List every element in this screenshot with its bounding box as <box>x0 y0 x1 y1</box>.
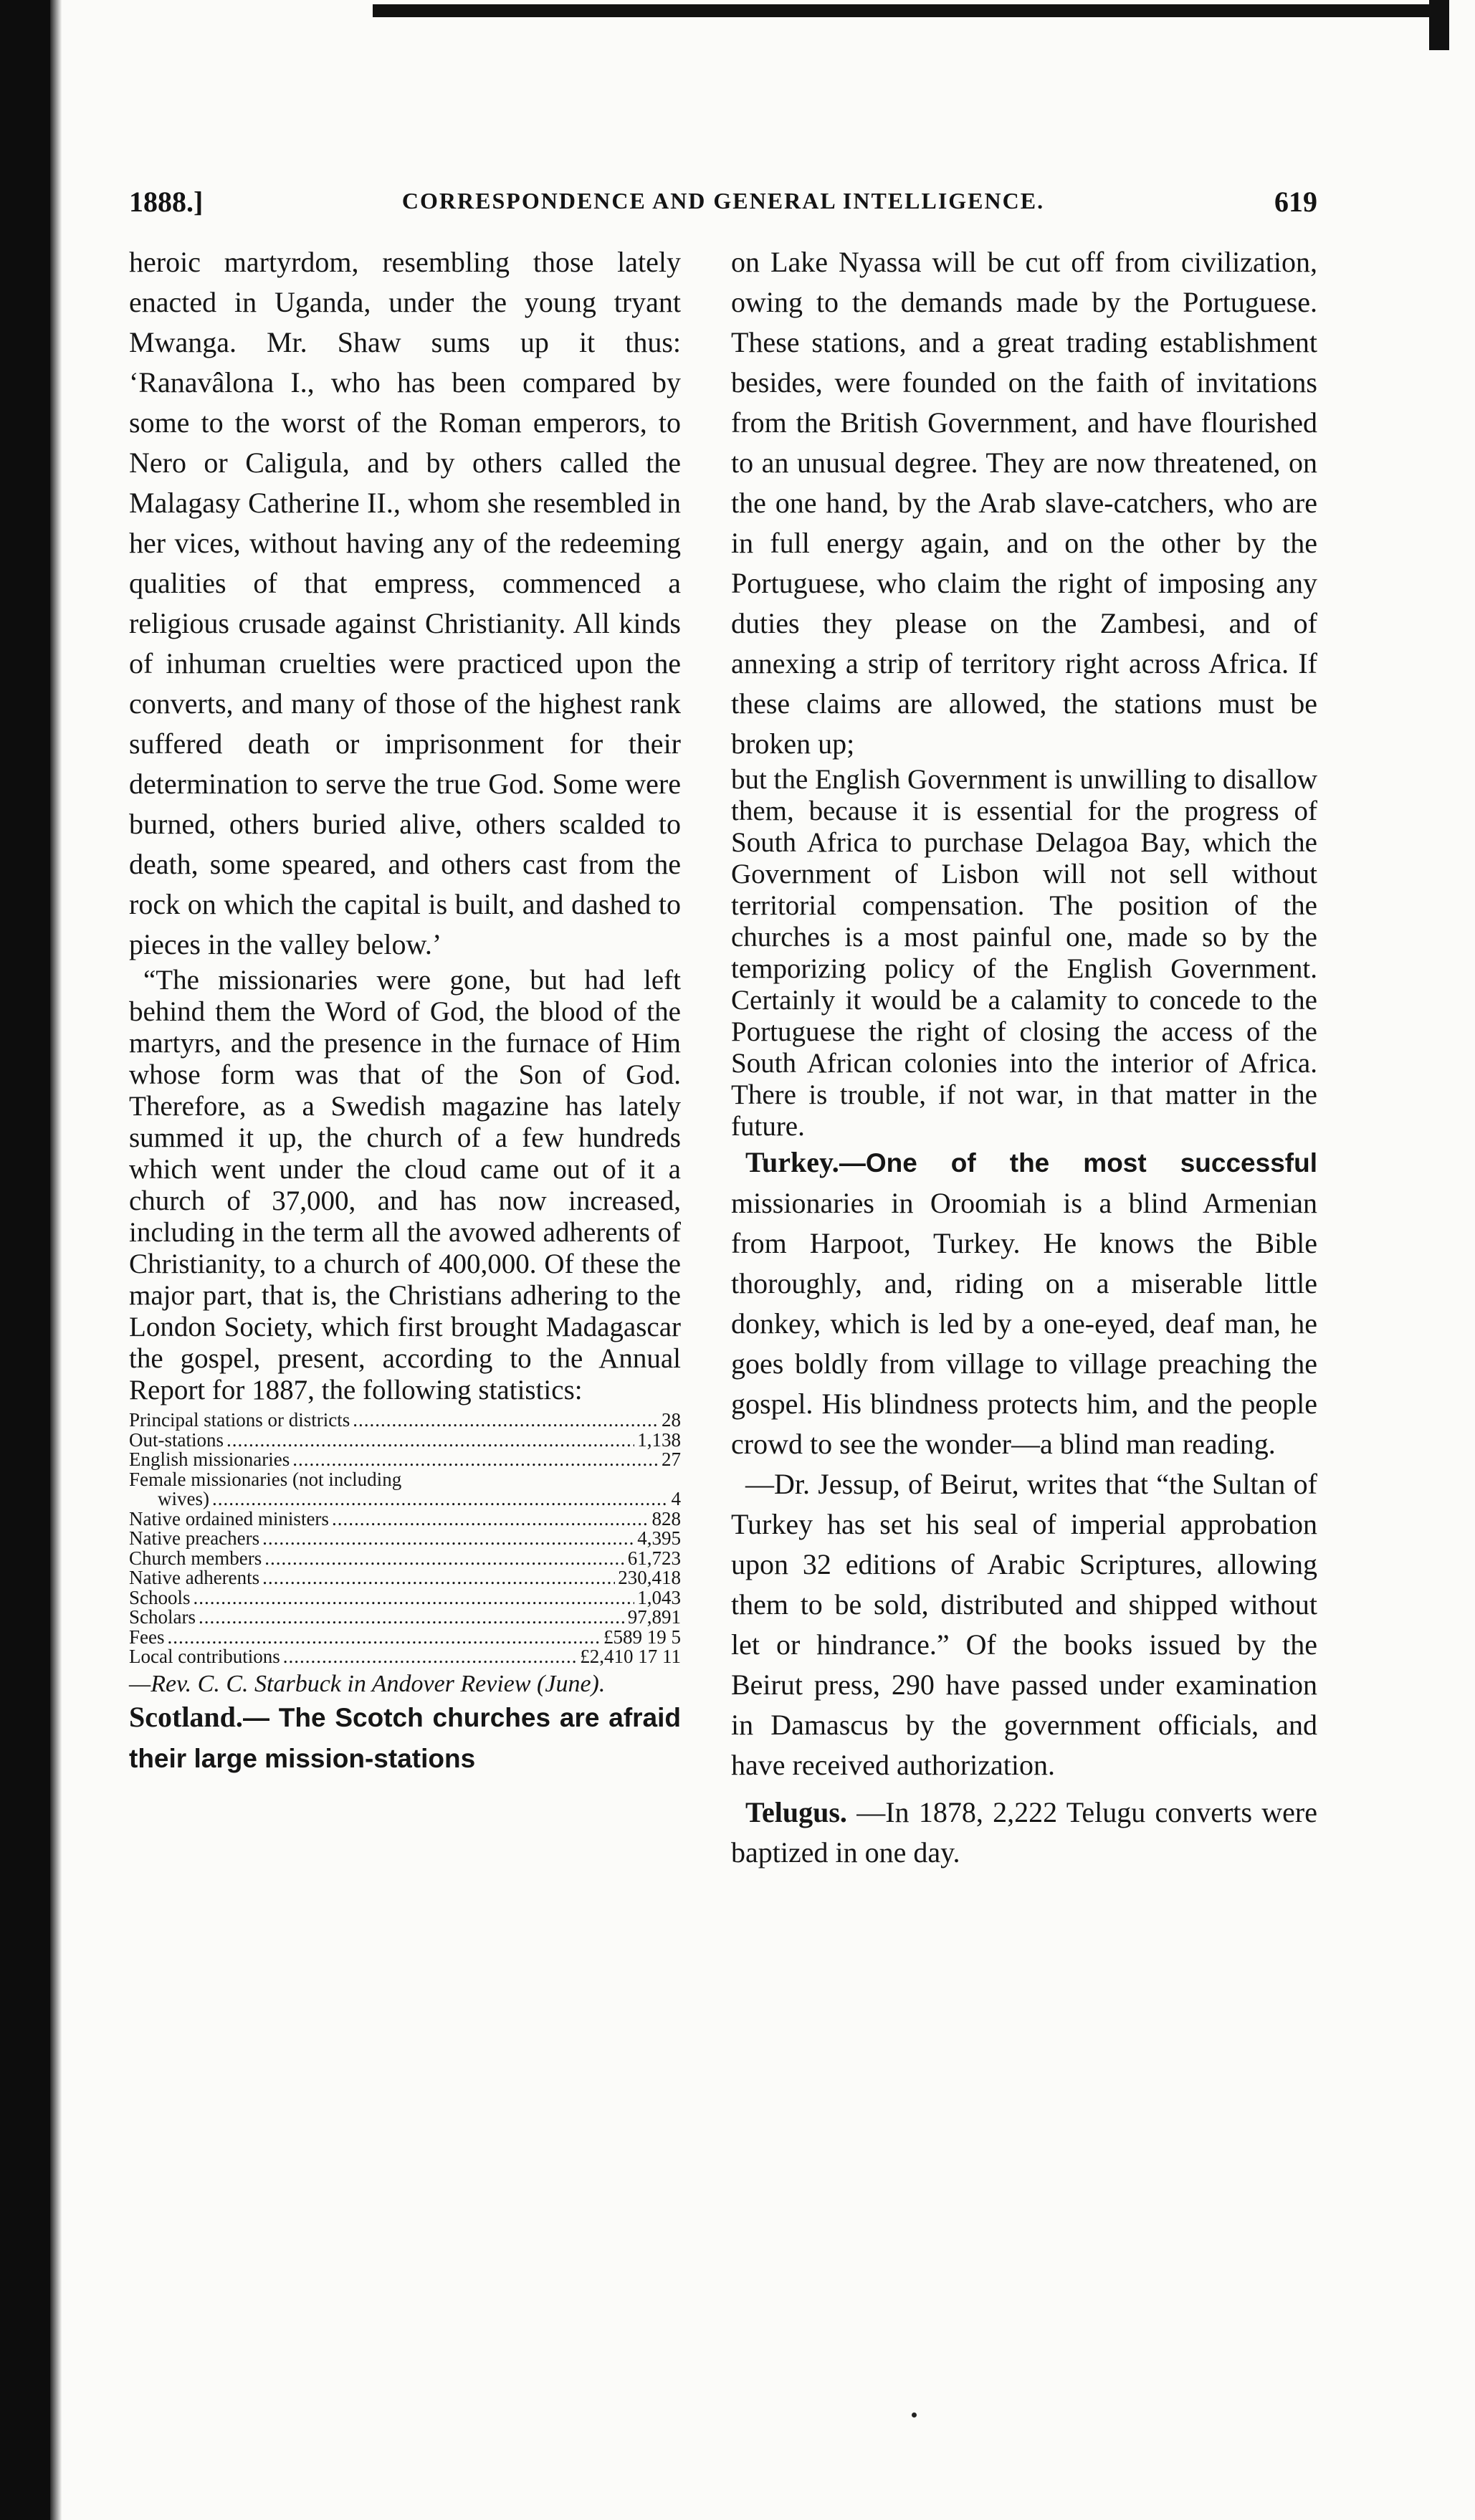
statistics-label: Female missionaries (not including <box>129 1468 402 1490</box>
header-page-number: 619 <box>1274 186 1317 218</box>
statistics-label: Principal stations or districts <box>129 1409 350 1431</box>
statistics-row <box>129 1647 681 1667</box>
right-column <box>731 242 1317 1873</box>
scotland-heading: Scotland. <box>129 1700 243 1733</box>
statistics-leader-dots <box>226 1431 634 1450</box>
statistics-value: £2,410 17 11 <box>580 1646 681 1667</box>
statistics-table <box>129 1411 681 1667</box>
page-binding-edge <box>50 0 62 2520</box>
statistics-leader-dots <box>292 1450 659 1469</box>
telugus-paragraph <box>731 1793 1317 1873</box>
right-paragraph-1-continued: but the English Government is unwilling to disallow them, because it is essential for the progress of South Africa to purchase Delagoa Bay, which the Government of Lisbon will not sell without territorial compensation. The position of the churches is a most painful one, made so by the temporizing policy of the English Government. Certainly it would be a calamity to concede to the Portuguese the right of closing the access of the South African colonies into the interior of Africa. There is trouble, if not war, in that matter in the future. <box>731 764 1317 1142</box>
statistics-row <box>129 1588 681 1608</box>
scotland-paragraph <box>129 1697 681 1779</box>
statistics-value: 4 <box>671 1488 681 1509</box>
statistics-label: Local contributions <box>129 1646 280 1667</box>
statistics-leader-dots <box>262 1529 634 1548</box>
statistics-row <box>129 1628 681 1648</box>
left-column <box>129 242 681 1779</box>
statistics-value: 230,418 <box>618 1567 681 1588</box>
statistics-row <box>129 1428 681 1451</box>
statistics-row <box>129 1568 681 1588</box>
attribution: —Rev. C. C. Starbuck in Andover Review (June). <box>129 1670 606 1697</box>
header-year: 1888.] <box>129 186 204 218</box>
turkey-text: missionaries in Oroomiah is a blind Armenian from Harpoot, Turkey. He knows the Bible thoroughly, and, riding on a miserable little donkey, which is led by a one-eyed, deaf man, he goes boldly from village to village preaching the gospel. His blindness protects him, and the people crowd to see the wonder—a blind man reading. <box>731 1187 1317 1460</box>
statistics-label: wives) <box>158 1488 209 1509</box>
statistics-value: 27 <box>662 1448 681 1470</box>
statistics-value: 28 <box>662 1409 681 1431</box>
header-running-title: CORRESPONDENCE AND GENERAL INTELLIGENCE. <box>401 188 1045 214</box>
top-edge-rule <box>373 4 1433 17</box>
telugus-text: —In 1878, 2,222 Telugu converts were baptized in one day. <box>731 1796 1318 1868</box>
running-header <box>129 185 1317 221</box>
page-binding-shadow <box>0 0 50 2520</box>
left-paragraph-1: heroic martyrdom, resembling those lately enacted in Uganda, under the young tryant Mwanga. Mr. Shaw sums up it thus: ‘Ranavâlona I., who has been compared by some to the worst of the Roman emperors, to Nero or Caligula, and by others called the Malagasy Catherine II., whom she resembled in her vices, without having any of the redeeming qualities of that empress, commenced a religious crusade against Christianity. All kinds of inhuman cruelties were practiced upon the converts, and many of those of the highest rank suffered death or imprisonment for their determination to serve the true God. Some were burned, others buried alive, others scalded to death, some speared, and others cast from the rock on which the capital is built, and dashed to pieces in the valley below.’ <box>129 246 681 960</box>
statistics-label: Scholars <box>129 1606 196 1628</box>
statistics-label: Church members <box>129 1547 262 1569</box>
statistics-row <box>129 1470 681 1490</box>
statistics-leader-dots <box>353 1411 659 1430</box>
statistics-row <box>129 1549 681 1569</box>
statistics-value: 1,043 <box>637 1586 681 1608</box>
statistics-value: 61,723 <box>627 1547 681 1569</box>
statistics-leader-dots <box>283 1647 578 1666</box>
statistics-label: Fees <box>129 1626 165 1648</box>
statistics-label: Out-stations <box>129 1428 224 1451</box>
statistics-leader-dots <box>194 1588 635 1608</box>
statistics-label: Native preachers <box>129 1527 260 1549</box>
statistics-label: Native adherents <box>129 1567 260 1588</box>
statistics-value: 828 <box>651 1507 681 1529</box>
page-speck <box>912 2412 917 2418</box>
statistics-row <box>129 1529 681 1549</box>
statistics-leader-dots <box>262 1568 615 1588</box>
right-paragraph-1: on Lake Nyassa will be cut off from civilization, owing to the demands made by the Portuguese. These stations, and a great trading establishment besides, were founded on the faith of invitations from the British Government, and have flourished to an unusual degree. They are now threatened, on the one hand, by the Arab slave-catchers, who are in full energy again, and on the other by the Portuguese, who claim the right of imposing any duties they please on the Zambesi, and of annexing a strip of territory right across Africa. If these claims are allowed, the stations must be broken up; <box>731 246 1317 760</box>
turkey-heading: Turkey. <box>745 1146 839 1178</box>
telugus-heading: Telugus. <box>745 1796 847 1828</box>
statistics-label: Schools <box>129 1586 191 1608</box>
statistics-label: English missionaries <box>129 1448 290 1470</box>
statistics-row <box>129 1411 681 1431</box>
statistics-row <box>129 1608 681 1628</box>
top-edge-corner <box>1429 0 1449 50</box>
statistics-row <box>129 1450 681 1470</box>
jessup-paragraph: —Dr. Jessup, of Beirut, writes that “the Sultan of Turkey has set his seal of imperial approbation upon 32 editions of Arabic Scriptures, allowing them to be sold, distributed and shipped without let or hindrance.” Of the books issued by the Beirut press, 290 have passed under examination in Damascus by the government officials, and have received authorization. <box>731 1468 1317 1781</box>
turkey-lead: —One of the most successful <box>839 1148 1317 1178</box>
statistics-row <box>129 1489 681 1509</box>
left-paragraph-2: “The missionaries were gone, but had left behind them the Word of God, the blood of the martyrs, and the presence in the furnace of Him whose form was that of the Son of God. Therefore, as a Swedish magazine has lately summed it up, the church of a few hundreds which went under the cloud came out of it a church of 37,000, and has now increased, including in the term all the avowed adherents of Christianity, to a church of 400,000. Of these the major part, that is, the Christians adhering to the London Society, which first brought Madagascar the gospel, present, according to the Annual Report for 1887, the following statistics: <box>129 965 681 1405</box>
statistics-leader-dots <box>212 1489 669 1509</box>
statistics-leader-dots <box>264 1549 625 1568</box>
turkey-paragraph <box>731 1142 1317 1464</box>
scotland-text: — The Scotch churches are afraid their large mission-stations <box>129 1702 681 1773</box>
statistics-value: 97,891 <box>627 1606 681 1628</box>
statistics-leader-dots <box>168 1628 601 1647</box>
statistics-leader-dots <box>199 1608 625 1627</box>
statistics-row <box>129 1509 681 1529</box>
statistics-value: 4,395 <box>637 1527 681 1549</box>
statistics-value: £589 19 5 <box>603 1626 681 1648</box>
statistics-value: 1,138 <box>637 1428 681 1451</box>
statistics-label: Native ordained ministers <box>129 1507 329 1529</box>
statistics-leader-dots <box>332 1509 649 1529</box>
